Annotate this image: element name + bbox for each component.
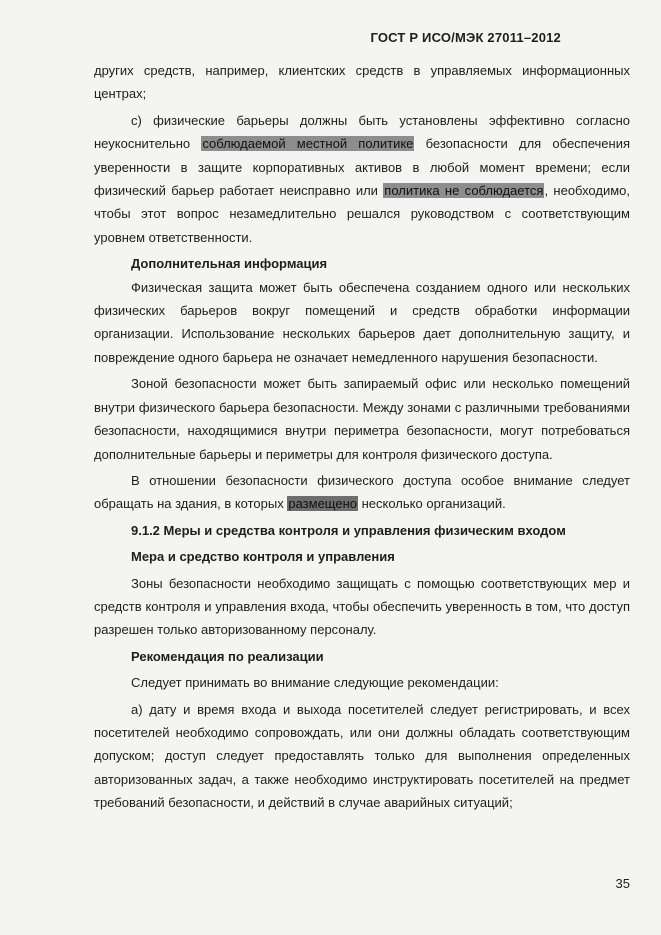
list-item-c (94, 109, 630, 249)
subheading-control-measure: Мера и средство контроля и управления (131, 549, 395, 565)
shared-buildings-text-1: В отношении безопасности физического доступа особое внимание следует обращать на здания, в которых (94, 472, 630, 512)
heading-additional-info: Дополнительная информация (131, 256, 328, 272)
paragraph-shared-buildings (94, 469, 630, 516)
highlight-placed: размещено (288, 496, 357, 512)
list-item-a: a) дату и время входа и выхода посетителей следует регистрировать, и всех посетителей необходимо сопровождать, или они должны обладать соответствующим допуском; доступ следует предоставлять только для выполнения определенных авторизованных задач, а также необходимо инструктировать посетителей на предмет требований безопасности, и действий в случае аварийных ситуаций; (94, 701, 630, 811)
paragraph-security-zone: Зоной безопасности может быть запираемый офис или несколько помещений внутри физического барьера безопасности. Между зонами с различными требованиями безопасности, находящимися внутри периметра безопасности, могут потребоваться дополнительные барьеры и периметры для контроля физического доступа. (94, 376, 630, 462)
paragraph-recommendations-intro: Следует принимать во внимание следующие рекомендации: (131, 675, 499, 691)
item-c-text-1: c) физические барьеры должны быть установлены эффективно согласно неукоснительно (94, 112, 630, 152)
highlight-local-policy: соблюдаемой местной политике (202, 136, 414, 152)
item-c-text-2: безопасности для обеспечения уверенности в защите корпоративных активов в любой момент времени (94, 136, 630, 175)
document-header: ГОСТ Р ИСО/МЭК 27011–2012 (370, 30, 561, 45)
item-c-text-4: , необходимо, чтобы этот вопрос незамедлительно решался руководством с соответствующим уровнем ответственности. (94, 183, 630, 245)
section-heading-9-1-2: 9.1.2 Меры и средства контроля и управления физическим входом (131, 522, 566, 538)
page-number: 35 (615, 876, 630, 891)
paragraph-physical-protection: Физическая защита может быть обеспечена созданием одного или нескольких физических барьеров вокруг помещений и средств обработки информации организации. Использование нескольких барьеров дает дополнительную защиту, и повреждение одного барьера не означает немедленного нарушения безопасности. (94, 279, 630, 365)
document-body (94, 59, 630, 815)
highlight-policy-not-followed: политика не соблюдается (384, 183, 544, 199)
shared-buildings-text-2: несколько организаций. (358, 496, 506, 512)
paragraph-continuation: других средств, например, клиентских средств в управляемых информационных центрах; (94, 63, 630, 102)
item-c-text-3: ; если физический барьер работает неисправно или (94, 159, 630, 199)
heading-implementation-guidance: Рекомендация по реализации (131, 648, 324, 664)
paragraph-secure-zones: Зоны безопасности необходимо защищать с помощью соответствующих мер и средств контроля и управления входа, чтобы обеспечить уверенность в том, что доступ разрешен только авторизованному персоналу. (94, 575, 630, 638)
